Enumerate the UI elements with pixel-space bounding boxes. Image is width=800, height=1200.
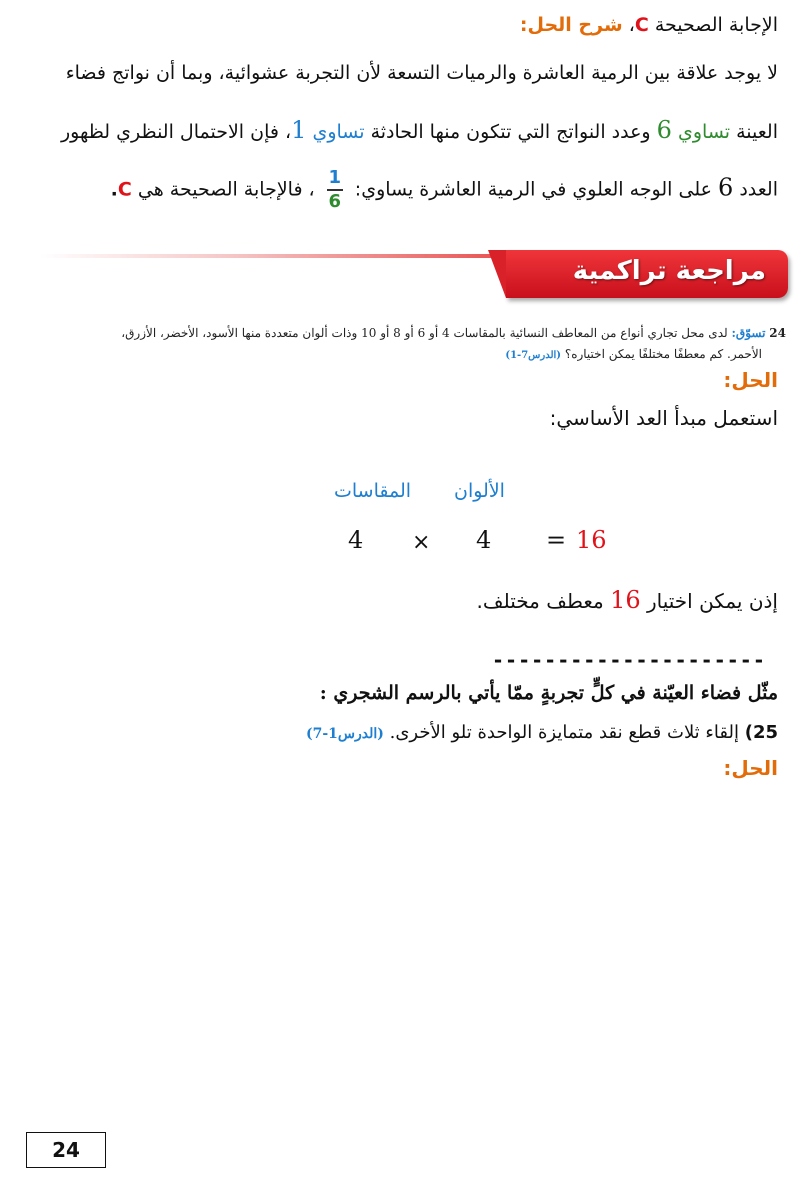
fraction-numerator: 1 xyxy=(328,167,342,188)
q25-line xyxy=(306,722,778,743)
eq-colors-count: 4 xyxy=(476,526,492,554)
explanation-line-2 xyxy=(61,116,778,144)
q24-lesson-ref: (الدرس7-1) xyxy=(505,350,561,361)
final-answer-letter: C xyxy=(117,178,132,201)
counting-principle xyxy=(550,406,778,430)
answer-sep: ، xyxy=(628,14,635,36)
page-number: 24 xyxy=(26,1132,106,1168)
explain-label: شرح الحل: xyxy=(519,14,623,36)
explanation-number-6b: 6 xyxy=(718,173,734,202)
fraction-denominator: 6 xyxy=(328,191,342,212)
section-divider: --------------------- xyxy=(492,648,766,672)
final-period: . xyxy=(110,178,118,201)
explanation-line-3 xyxy=(111,168,778,212)
explanation-text-3d: ، فالإجابة الصحيحة هي xyxy=(137,178,315,201)
explanation-text-2g: ، فإن الاحتمال النظري لظهور xyxy=(60,121,292,143)
q24-tag: تسوّق: xyxy=(731,326,766,340)
answer-letter: C xyxy=(634,14,649,36)
banner-title: مراجعة تراكمية xyxy=(572,256,766,286)
eq-sizes-count: 4 xyxy=(348,526,364,554)
explanation-line-1 xyxy=(66,62,778,84)
q25-solution-label xyxy=(723,756,778,780)
answer-prefix: الإجابة الصحيحة xyxy=(654,14,778,36)
probability-fraction xyxy=(327,168,343,212)
cumulative-review-banner xyxy=(506,250,788,298)
conclusion-text-b: معطف مختلف. xyxy=(476,589,604,613)
q24-number: 24 xyxy=(769,326,786,340)
section-heading: مثّل فضاء العيّنة في كلٍّ تجربةٍ ممّا يأتي بالرسم الشجري : xyxy=(319,682,778,704)
q24-line-1 xyxy=(121,326,786,340)
explanation-text-2b: تساوي xyxy=(677,121,731,143)
q24-text-1: لدى محل تجاري أنواع من المعاطف النسائية بالمقاسات 4 أو 6 أو 8 أو 10 وذات ألوان متعددة منها الأسود، الأخضر، الأزرق، xyxy=(121,326,728,340)
conclusion-line xyxy=(477,586,778,614)
q24-text-2: الأحمر. كم معطفًا مختلفًا يمكن اختياره؟ xyxy=(564,347,762,361)
explanation-number-6: 6 xyxy=(656,116,672,144)
q24-line-2 xyxy=(505,347,762,361)
q25-number: 25) xyxy=(744,722,778,743)
eq-equals-sign: = xyxy=(546,526,567,554)
eq-result: 16 xyxy=(576,526,607,554)
q24-solution-text: الحل: xyxy=(723,368,778,392)
counting-principle-text: استعمل مبدأ العد الأساسي: xyxy=(549,406,778,430)
explanation-text-2e: تساوي xyxy=(312,121,365,143)
eq-times-sign: × xyxy=(412,530,431,555)
explanation-text-2a: العينة xyxy=(736,121,778,143)
banner-rule xyxy=(40,254,520,258)
explanation-number-1: 1 xyxy=(291,116,307,144)
column-sizes: المقاسات xyxy=(334,480,412,502)
q24-solution-label xyxy=(723,368,778,392)
correct-answer-line xyxy=(520,14,778,36)
explanation-text-3a: العدد xyxy=(739,178,778,201)
q25-text: إلقاء ثلاث قطع نقد متمايزة الواحدة تلو الأخرى. xyxy=(389,722,739,743)
column-colors: الألوان xyxy=(454,480,505,502)
q25-lesson-ref: (الدرس1-7) xyxy=(305,726,384,742)
q25-solution-text: الحل: xyxy=(723,756,778,780)
conclusion-text-a: إذن يمكن اختيار xyxy=(646,589,778,613)
conclusion-number: 16 xyxy=(610,586,641,614)
explanation-text-2d: وعدد النواتج التي تتكون منها الحادثة xyxy=(370,121,651,143)
explanation-text-1: لا يوجد علاقة بين الرمية العاشرة والرميات التسعة لأن التجربة عشوائية، وبما أن نواتج فضاء xyxy=(65,62,778,84)
explanation-text-3c: على الوجه العلوي في الرمية العاشرة يساوي: xyxy=(354,178,712,201)
